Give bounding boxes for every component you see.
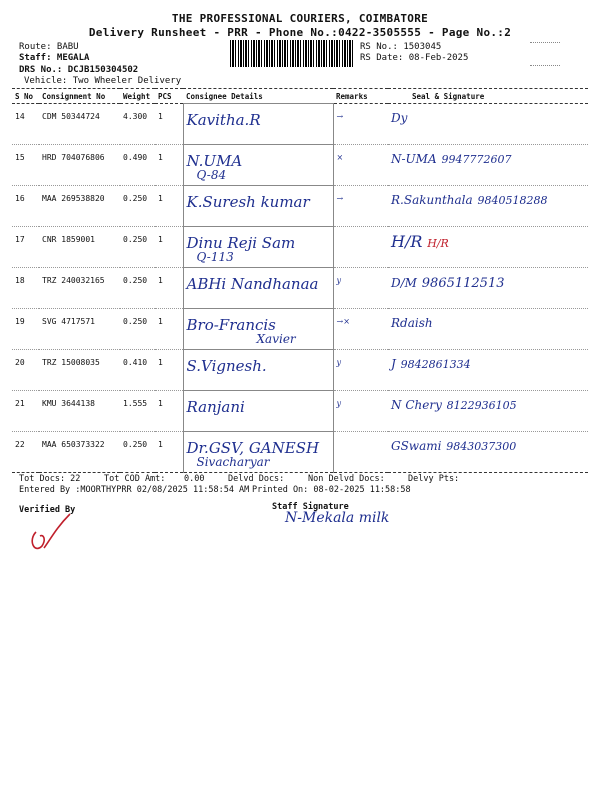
- table-row: [12, 391, 588, 432]
- table-row: [12, 145, 588, 186]
- row-remark: →×: [333, 309, 388, 350]
- runsheet-subtitle: Delivery Runsheet - PRR - Phone No.:0422-3505555 - Page No.:2: [88, 26, 512, 39]
- non-delivered-docs: Non Delvd Docs:: [308, 474, 385, 484]
- row-weight: 0.250: [120, 186, 155, 227]
- verified-signature: [26, 510, 76, 556]
- staff-label: Staff: MEGALA: [19, 53, 90, 63]
- row-consignee: [183, 309, 333, 350]
- drs-label: DRS No.: DCJB150304502: [19, 65, 139, 75]
- row-consignment: TRZ 15008035: [39, 350, 120, 391]
- signature-phone: 8122936105: [446, 399, 517, 412]
- row-consignment: CDM 50344724: [39, 104, 120, 145]
- total-cod-label: Tot COD Amt:: [104, 474, 166, 484]
- col-consignee: Consignee Details: [183, 89, 333, 104]
- table-row: [12, 432, 588, 473]
- table-row: [12, 350, 588, 391]
- row-weight: 0.250: [120, 227, 155, 268]
- consignee-name: Dinu Reji Sam: [186, 234, 296, 252]
- row-pcs: 1: [155, 432, 183, 473]
- consignee-name: Kavitha.R: [186, 111, 261, 129]
- row-sno: 19: [12, 309, 39, 350]
- table-row: [12, 309, 588, 350]
- signature-phone: H/R: [427, 237, 449, 250]
- signature-phone: 9840518288: [477, 194, 548, 207]
- col-pcs: PCS: [155, 89, 183, 104]
- signature: GSwami: [391, 439, 442, 453]
- signature: N-UMA: [391, 152, 437, 166]
- row-remark: [333, 432, 388, 473]
- row-consignment: CNR 1859001: [39, 227, 120, 268]
- signature-phone: 9865112513: [421, 276, 505, 291]
- row-consignee: [183, 432, 333, 473]
- row-pcs: 1: [155, 391, 183, 432]
- row-signature: [388, 227, 588, 268]
- row-consignee: [183, 350, 333, 391]
- total-docs: Tot Docs: 22: [19, 474, 81, 484]
- row-signature: [388, 391, 588, 432]
- table-row: [12, 186, 588, 227]
- row-weight: 0.250: [120, 432, 155, 473]
- row-remark: →: [333, 104, 388, 145]
- row-consignee: [183, 104, 333, 145]
- row-weight: 0.410: [120, 350, 155, 391]
- consignee-name: ABHi Nandhanaa: [186, 275, 319, 293]
- row-remark: →: [333, 186, 388, 227]
- row-consignment: SVG 4717571: [39, 309, 120, 350]
- row-signature: [388, 186, 588, 227]
- row-weight: 0.490: [120, 145, 155, 186]
- row-sno: 18: [12, 268, 39, 309]
- consignee-name: Bro-Francis: [186, 316, 276, 334]
- table-row: [12, 104, 588, 145]
- row-consignee: [183, 227, 333, 268]
- barcode: [230, 40, 354, 67]
- signature-phone: 9842861334: [400, 358, 471, 371]
- row-consignment: TRZ 240032165: [39, 268, 120, 309]
- row-consignment: KMU 3644138: [39, 391, 120, 432]
- delivered-docs: Delvd Docs:: [228, 474, 285, 484]
- company-title: THE PROFESSIONAL COURIERS, COIMBATORE: [171, 12, 429, 25]
- row-consignee: [183, 145, 333, 186]
- row-signature: [388, 104, 588, 145]
- table-row: [12, 227, 588, 268]
- vehicle-label: Vehicle: Two Wheeler Delivery: [24, 76, 182, 86]
- signature-phone: 9843037300: [446, 440, 517, 453]
- delivery-points: Delvy Pts:: [408, 474, 460, 484]
- route-label: Route: BABU: [19, 42, 79, 52]
- row-consignment: HRD 704076806: [39, 145, 120, 186]
- printed-on: Printed On: 08-02-2025 11:58:58: [252, 485, 411, 495]
- signature: D/M: [391, 276, 417, 290]
- col-remarks: Remarks: [333, 89, 388, 104]
- row-pcs: 1: [155, 145, 183, 186]
- row-sno: 21: [12, 391, 39, 432]
- consignee-name-2: Sivacharyar: [196, 455, 270, 469]
- consignee-name: N.UMA: [186, 152, 243, 170]
- consignee-name: Dr.GSV, GANESH: [186, 439, 320, 457]
- row-remark: y: [333, 350, 388, 391]
- row-pcs: 1: [155, 104, 183, 145]
- runsheet-table: [12, 88, 588, 473]
- staff-signature-label: Staff Signature: [272, 502, 349, 512]
- total-cod-value: 0.00: [184, 474, 205, 484]
- table-row: [12, 268, 588, 309]
- signature: N Chery: [391, 398, 442, 412]
- row-consignment: MAA 269538820: [39, 186, 120, 227]
- row-pcs: 1: [155, 227, 183, 268]
- consignee-name-2: Xavier: [256, 332, 296, 346]
- table-header-row: [12, 89, 588, 104]
- entered-by: Entered By :MOORTHYPRR 02/08/2025 11:58:54 AM: [19, 485, 250, 495]
- signature: Rdaish: [391, 316, 433, 330]
- row-pcs: 1: [155, 186, 183, 227]
- row-sno: 17: [12, 227, 39, 268]
- stamp-dots: [530, 42, 560, 66]
- signature: J: [391, 357, 396, 371]
- row-signature: [388, 309, 588, 350]
- row-weight: 0.250: [120, 268, 155, 309]
- signature: H/R: [391, 232, 423, 251]
- row-weight: 0.250: [120, 309, 155, 350]
- row-sno: 14: [12, 104, 39, 145]
- rs-number: RS No.: 1503045: [360, 42, 442, 52]
- row-signature: [388, 350, 588, 391]
- row-consignee: [183, 391, 333, 432]
- row-pcs: 1: [155, 350, 183, 391]
- col-signature: Seal & Signature: [388, 89, 588, 104]
- signature: R.Sakunthala: [391, 193, 473, 207]
- row-remark: ×: [333, 145, 388, 186]
- verified-by-label: Verified By: [19, 505, 76, 515]
- col-sno: S No: [12, 89, 39, 104]
- rs-date: RS Date: 08-Feb-2025: [360, 53, 469, 63]
- consignee-name-2: Q-113: [196, 250, 234, 264]
- col-consignment: Consignment No: [39, 89, 120, 104]
- staff-signature: N-Mekala milk: [285, 510, 390, 526]
- row-sno: 20: [12, 350, 39, 391]
- signature: Dy: [391, 111, 408, 125]
- row-signature: [388, 145, 588, 186]
- col-weight: Weight: [120, 89, 155, 104]
- row-remark: y: [333, 268, 388, 309]
- row-signature: [388, 432, 588, 473]
- row-weight: 1.555: [120, 391, 155, 432]
- row-consignee: [183, 186, 333, 227]
- consignee-name: K.Suresh kumar: [186, 193, 310, 211]
- signature-phone: 9947772607: [441, 153, 512, 166]
- row-remark: [333, 227, 388, 268]
- row-sno: 22: [12, 432, 39, 473]
- row-sno: 16: [12, 186, 39, 227]
- consignee-name: S.Vignesh.: [186, 357, 267, 375]
- row-remark: y: [333, 391, 388, 432]
- row-consignment: MAA 650373322: [39, 432, 120, 473]
- row-consignee: [183, 268, 333, 309]
- row-signature: [388, 268, 588, 309]
- consignee-name-2: Q-84: [196, 168, 227, 182]
- consignee-name: Ranjani: [186, 398, 245, 416]
- row-weight: 4.300: [120, 104, 155, 145]
- row-pcs: 1: [155, 268, 183, 309]
- row-sno: 15: [12, 145, 39, 186]
- row-pcs: 1: [155, 309, 183, 350]
